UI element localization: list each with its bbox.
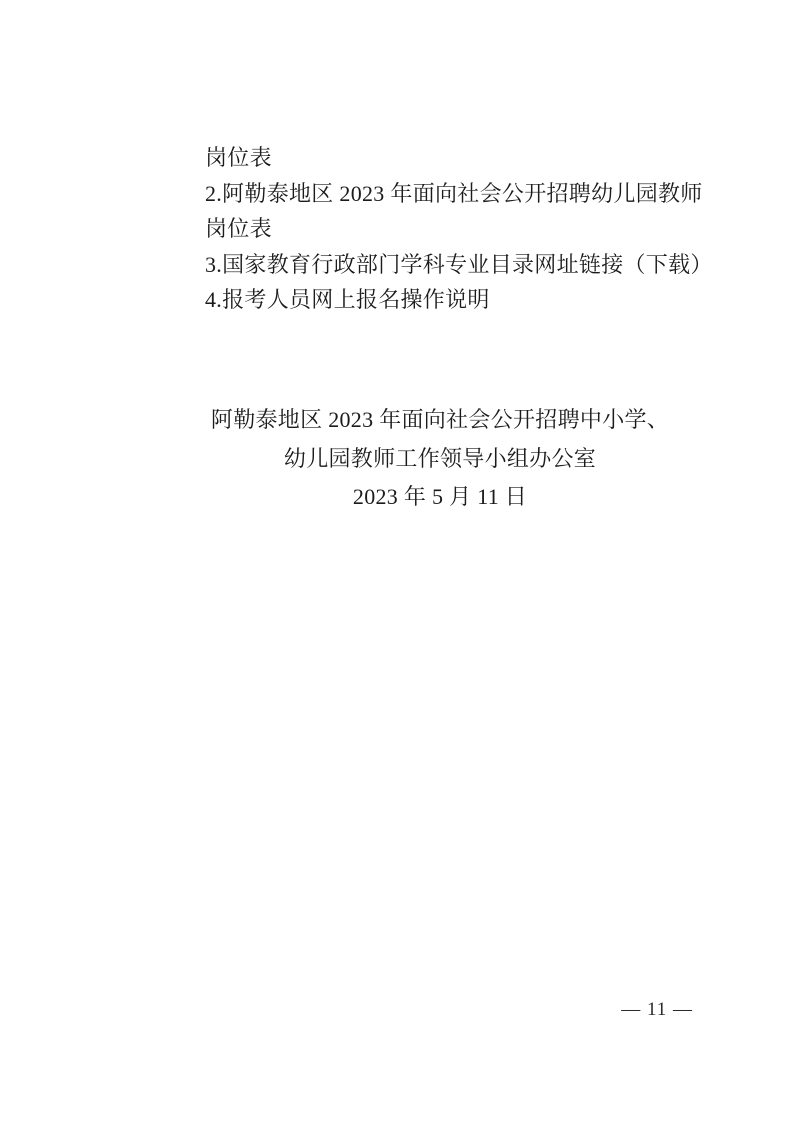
signature-date: 2023 年 5 月 11 日 xyxy=(352,484,528,509)
attachment-list-line: 2.阿勒泰地区 2023 年面向社会公开招聘幼儿园教师 xyxy=(205,180,703,206)
signature-org-line-1: 阿勒泰地区 2023 年面向社会公开招聘中小学、 xyxy=(210,407,670,432)
attachment-list-line: 岗位表 xyxy=(205,216,272,241)
attachment-list xyxy=(205,140,715,318)
attachment-list-line: 3.国家教育行政部门学科专业目录网址链接（下载） xyxy=(205,251,713,277)
attachment-list-line: 4.报考人员网上报名操作说明 xyxy=(205,287,490,312)
signature-block xyxy=(185,401,695,517)
page-number: — 11 — xyxy=(621,999,693,1020)
attachment-list-line: 岗位表 xyxy=(205,145,272,170)
signature-org-line-2: 幼儿园教师工作领导小组办公室 xyxy=(283,445,597,471)
